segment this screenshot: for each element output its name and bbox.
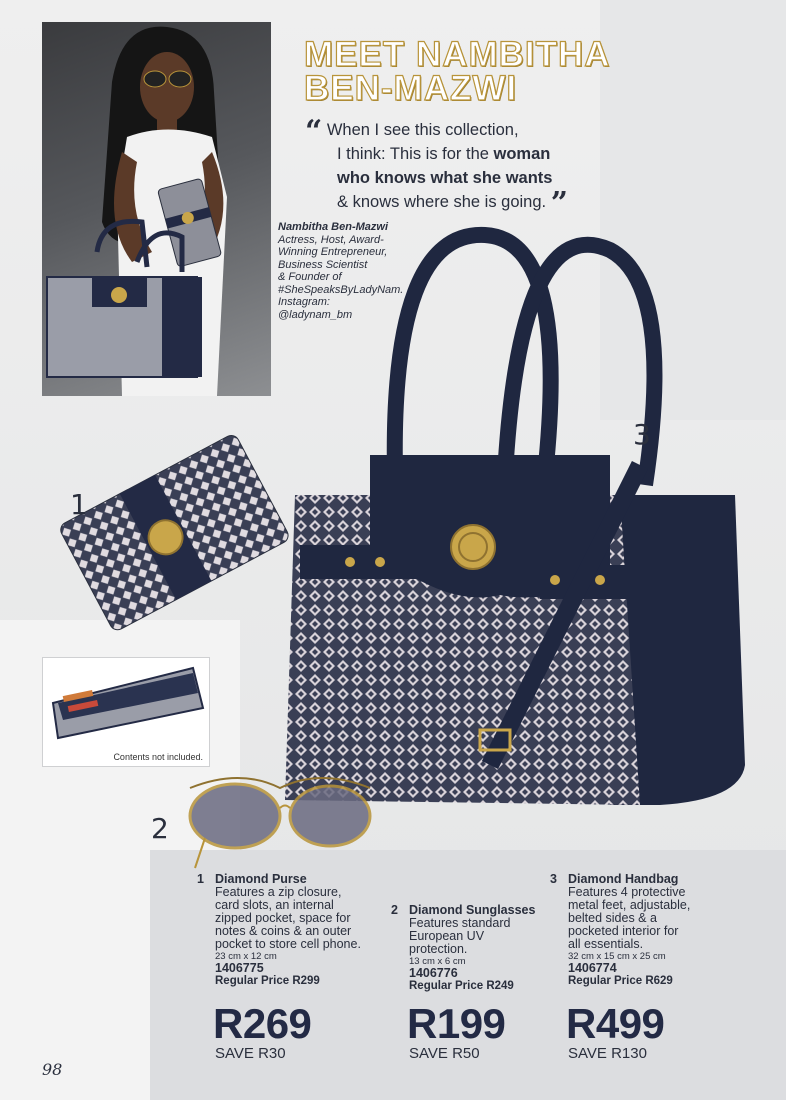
bio-instagram: @ladynam_bm: [278, 308, 353, 321]
handbag-image: [280, 225, 750, 805]
product-size: 32 cm x 15 cm x 25 cm: [568, 951, 666, 962]
purse-image: [50, 430, 290, 640]
quote-line-1: When I see this collection,: [326, 121, 519, 139]
save-handbag: SAVE R130: [568, 1045, 647, 1062]
price-purse: R269: [213, 1000, 312, 1047]
quote-line-4: & knows where she is going.: [337, 193, 547, 211]
bio-line: #SheSpeaksByLadyNam.: [278, 283, 404, 296]
sunglasses-image: [180, 768, 380, 878]
price-handbag: R499: [566, 1000, 665, 1047]
close-quote-mark: ”: [550, 186, 568, 221]
product-feature: Features a zip closure,: [215, 885, 342, 899]
product-feature: protection.: [409, 942, 468, 956]
product-index: 3: [550, 872, 557, 886]
bio-line: Winning Entrepreneur,: [278, 246, 388, 258]
product-feature: metal feet, adjustable,: [568, 898, 691, 912]
product-feature: Features standard: [409, 916, 511, 930]
save-sunglasses: SAVE R50: [409, 1045, 480, 1062]
item-number-1: 1: [70, 488, 88, 521]
product-index: 2: [391, 903, 398, 917]
product-feature: pocket to store cell phone.: [215, 937, 361, 951]
bio-line: Instagram:: [278, 296, 330, 308]
product-feature: zipped pocket, space for: [215, 911, 351, 925]
regular-price: Regular Price R249: [409, 980, 514, 992]
product-feature: pocketed interior for: [568, 924, 679, 938]
bio-line: Actress, Host, Award-: [278, 233, 384, 246]
page-number: 98: [42, 1060, 63, 1079]
product-feature: notes & coins & an outer: [215, 924, 352, 938]
product-feature: card slots, an internal: [215, 898, 334, 912]
quote: [305, 114, 605, 221]
headline: [304, 35, 684, 108]
bio-line: & Founder of: [278, 271, 342, 283]
product-code: 1406774: [568, 961, 617, 975]
product-name: Diamond Handbag: [568, 872, 679, 886]
regular-price: Regular Price R629: [568, 975, 673, 987]
product-size: 23 cm x 12 cm: [215, 951, 277, 962]
item-number-3: 3: [633, 418, 651, 451]
product-feature: belted sides & a: [568, 911, 657, 925]
product-handbag: [550, 872, 738, 988]
product-name: Diamond Purse: [215, 872, 307, 886]
purse-interior-inset: [42, 657, 210, 767]
quote-line-2: I think: This is for the: [337, 145, 494, 163]
item-number-2: 2: [151, 812, 169, 845]
product-size: 13 cm x 6 cm: [409, 956, 466, 967]
product-feature: European UV: [409, 929, 485, 943]
product-code: 1406775: [215, 961, 264, 975]
product-index: 1: [197, 872, 204, 886]
headline-line-2: BEN-MAZWI: [304, 69, 518, 108]
quote-line-2-emphasis: woman: [493, 145, 551, 163]
bio-name: Nambitha Ben-Mazwi: [278, 221, 389, 233]
quote-line-3: who knows what she wants: [337, 169, 553, 187]
purse-interior-image: [43, 658, 211, 748]
model-photo: [42, 22, 271, 396]
save-purse: SAVE R30: [215, 1045, 286, 1062]
product-code: 1406776: [409, 966, 458, 980]
product-sunglasses: [391, 903, 559, 993]
product-feature: all essentials.: [568, 937, 644, 951]
model-illustration: [42, 22, 271, 396]
product-feature: Features 4 protective: [568, 885, 686, 899]
product-purse: [197, 872, 405, 988]
product-name: Diamond Sunglasses: [409, 903, 536, 917]
regular-price: Regular Price R299: [215, 975, 320, 987]
open-quote-mark: “: [305, 114, 323, 149]
bio-line: Business Scientist: [278, 258, 368, 271]
headline-line-1: MEET NAMBITHA: [304, 35, 611, 74]
inset-caption: Contents not included.: [113, 752, 203, 762]
price-sunglasses: R199: [407, 1000, 506, 1047]
